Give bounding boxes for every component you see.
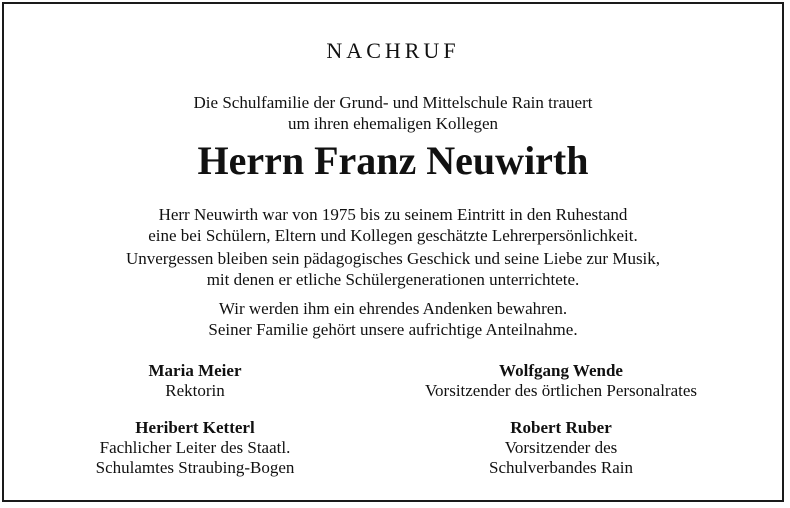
- intro-line: Die Schulfamilie der Grund- und Mittelschule Rain trauert: [193, 93, 593, 112]
- signatory-role: Schulamtes Straubing-Bogen: [95, 458, 295, 477]
- paragraph-line: Wir werden ihm ein ehrendes Andenken bewahren.: [218, 299, 568, 318]
- signatory-role: Rektorin: [165, 381, 225, 400]
- signatory-role: Vorsitzender des: [504, 438, 618, 457]
- intro-text: [4, 92, 782, 134]
- signatory-name: Wolfgang Wende: [499, 361, 623, 380]
- signatory-staff-council: [381, 361, 741, 401]
- signatory-role: Vorsitzender des örtlichen Personalrates: [424, 381, 698, 400]
- signatory-name: Robert Ruber: [510, 418, 612, 437]
- paragraph-line: Seiner Familie gehört unsere aufrichtige Anteilnahme.: [208, 320, 578, 339]
- paragraph-memory: [4, 248, 782, 290]
- signatory-school-association: [381, 418, 741, 478]
- signatory-role: Schulverbandes Rain: [489, 458, 633, 477]
- paragraph-line: mit denen er etliche Schülergenerationen unterrichtete.: [206, 270, 580, 289]
- obituary-notice: [2, 2, 784, 502]
- paragraph-career: [4, 204, 782, 246]
- notice-heading: NACHRUF: [326, 38, 460, 63]
- paragraph-line: eine bei Schülern, Eltern und Kollegen geschätzte Lehrerpersönlichkeit.: [148, 226, 638, 245]
- paragraph-line: Herr Neuwirth war von 1975 bis zu seinem Eintritt in den Ruhestand: [158, 205, 628, 224]
- paragraph-line: Unvergessen bleiben sein pädagogisches Geschick und seine Liebe zur Musik,: [125, 249, 661, 268]
- deceased-name: Herrn Franz Neuwirth: [197, 138, 589, 183]
- signatory-role: Fachlicher Leiter des Staatl.: [99, 438, 291, 457]
- signatory-name: Heribert Ketterl: [135, 418, 255, 437]
- signatory-principal: [15, 361, 375, 401]
- intro-line: um ihren ehemaligen Kollegen: [287, 114, 499, 133]
- paragraph-condolence: [4, 298, 782, 340]
- signatory-name: Maria Meier: [148, 361, 242, 380]
- signatory-school-office: [15, 418, 375, 478]
